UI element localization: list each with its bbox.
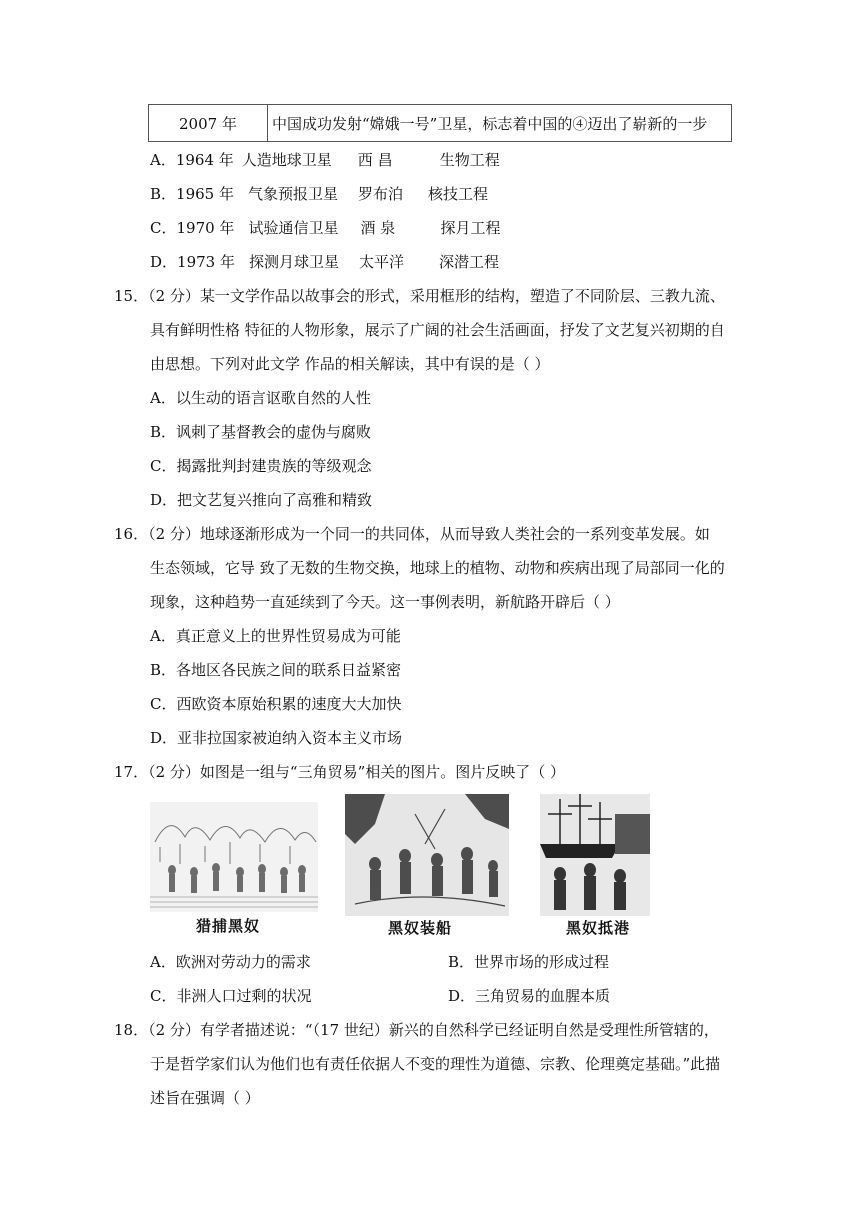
q17-option-c[interactable]: C．非洲人口过剩的状况 [150,987,312,1005]
q17-option-a[interactable]: A．欧洲对劳动力的需求 [150,953,311,971]
option-label: A． [150,151,176,169]
q16-option-c[interactable]: C．西欧资本原始积累的速度大大加快 [150,695,402,713]
q16-stem-line-1: 16．（2 分）地球逐渐形成为一个同一的共同体，从而导致人类社会的一系列变革发展。如 [114,525,710,543]
option-project: 探月工程 [440,219,501,237]
option-satellite: 人造地球卫星 [241,151,332,169]
arriving-slaves-caption: 黑奴抵港 [566,919,631,937]
table-year-cell: 2007 年 [149,105,268,142]
q17-stem: 17．（2 分）如图是一组与“三角贸易”相关的图片。图片反映了（ ） [114,763,566,781]
q15-stem-line-2: 具有鲜明性格 特征的人物形象，展示了广阔的社会生活画面，抒发了文艺复兴初期的自 [150,321,725,339]
q14-option-c[interactable] [150,217,500,238]
option-place: 太平洋 [358,253,404,271]
q18-stem-line-1: 18．（2 分）有学者描述说：“（17 世纪）新兴的自然科学已经证明自然是受理性所管辖的， [114,1021,719,1039]
option-place: 罗布泊 [357,185,403,203]
q14-option-d[interactable] [150,251,499,272]
q15-stem-line-3: 由思想。下列对此文学 作品的相关解读，其中有误的是（ ） [150,355,550,373]
q15-stem-line-1: 15．（2 分）某一文学作品以故事会的形式，采用框形的结构，塑造了不同阶层、三教九流、 [114,287,725,305]
q14-option-a[interactable] [150,149,500,170]
option-satellite: 试验通信卫星 [248,219,339,237]
loading-slaves-image [345,794,509,916]
q16-option-d[interactable]: D．亚非拉国家被迫纳入资本主义市场 [150,729,403,747]
q14-option-b[interactable] [150,183,488,204]
option-year: 1965 年 [176,185,234,203]
q15-option-a[interactable]: A．以生动的语言讴歌自然的人性 [150,389,371,407]
q18-stem-line-3: 述旨在强调（ ） [150,1089,260,1107]
option-year: 1964 年 [175,151,234,169]
hunting-slaves-caption: 猎捕黑奴 [196,917,261,935]
q17-option-d[interactable]: D．三角贸易的血腥本质 [448,987,611,1005]
option-place: 西 昌 [357,151,393,169]
q16-stem-line-3: 现象，这种趋势一直延续到了今天。这一事例表明，新航路开辟后（ ） [150,593,620,611]
option-project: 深潜工程 [438,253,499,271]
option-satellite: 探测月球卫星 [248,253,339,271]
q15-option-b[interactable]: B．讽刺了基督教会的虚伪与腐败 [150,423,372,441]
option-satellite: 气象预报卫星 [247,185,338,203]
option-year: 1970 年 [176,219,235,237]
option-label: D． [150,253,178,271]
option-place: 酒 泉 [360,219,396,237]
option-label: C． [150,219,177,237]
q15-option-c[interactable]: C．揭露批判封建贵族的等级观念 [150,457,372,475]
q17-option-b[interactable]: B．世界市场的形成过程 [448,953,610,971]
option-label: B． [150,185,177,203]
q18-stem-line-2: 于是哲学家们认为他们也有责任依据人不变的理性为道德、宗教、伦理奠定基础。”此描 [150,1055,721,1073]
hunting-slaves-image [150,802,318,912]
option-year: 1973 年 [177,253,235,271]
table-event-cell: 中国成功发射“嫦娥一号”卫星，标志着中国的④迈出了崭新的一步 [268,105,732,142]
option-project: 核技工程 [427,185,488,203]
option-project: 生物工程 [439,151,500,169]
loading-slaves-caption: 黑奴装船 [388,919,453,937]
arriving-slaves-image [540,794,650,916]
q15-option-d[interactable]: D．把文艺复兴推向了高雅和精致 [150,491,373,509]
table-row [149,105,732,142]
timeline-table [148,104,732,142]
q16-option-a[interactable]: A．真正意义上的世界性贸易成为可能 [150,627,401,645]
q16-stem-line-2: 生态领域，它导 致了无数的生物交换，地球上的植物、动物和疾病出现了局部同一化的 [150,559,725,577]
q16-option-b[interactable]: B．各地区各民族之间的联系日益紧密 [150,661,402,679]
